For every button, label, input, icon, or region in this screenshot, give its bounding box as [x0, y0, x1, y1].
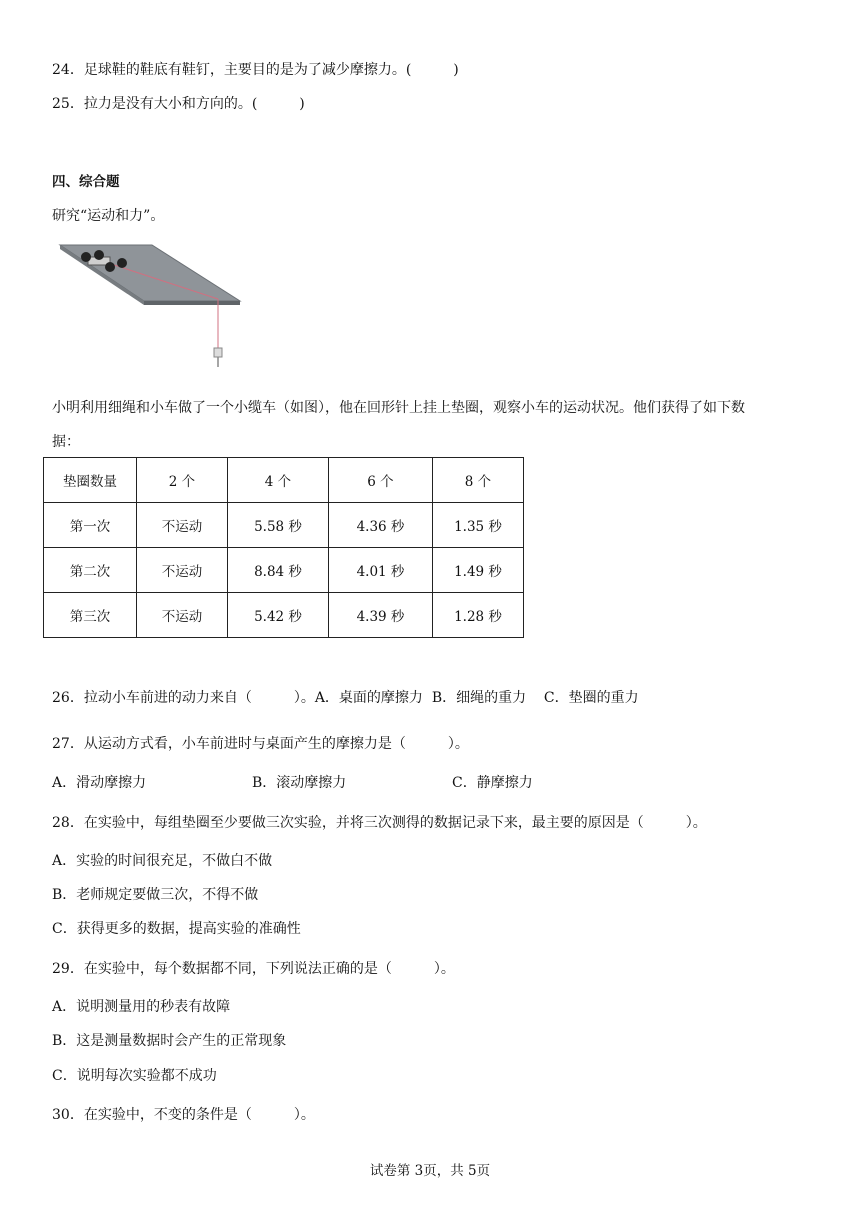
table-header-row: [44, 458, 524, 503]
section-intro: 研究“运动和力”。: [52, 208, 165, 224]
question-28: 28．在实验中，每组垫圈至少要做三次实验，并将三次测得的数据记录下来，最主要的原因是（ ）。: [52, 815, 707, 831]
wheel: [81, 252, 91, 262]
table-cell: 不运动: [137, 593, 228, 638]
table-cell: 1.28 秒: [433, 593, 524, 638]
question-27: 27．从运动方式看，小车前进时与桌面产生的摩擦力是（ ）。: [52, 736, 469, 752]
wheel: [94, 250, 104, 260]
wheel: [117, 258, 127, 268]
table-header-cell: 2 个: [137, 458, 228, 503]
cable-car-figure: [52, 243, 252, 373]
table-header-cell: 4 个: [228, 458, 329, 503]
q28-option-a: A．实验的时间很充足，不做白不做: [52, 853, 273, 869]
question-26: 26．拉动小车前进的动力来自（ ）。A．桌面的摩擦力 B．细绳的重力 C．垫圈的重力: [52, 690, 639, 706]
table-cell: 4.36 秒: [329, 503, 433, 548]
board-edge: [144, 301, 240, 305]
table-header-cell: 垫圈数量: [44, 458, 137, 503]
question-30: 30．在实验中，不变的条件是（ ）。: [52, 1107, 315, 1123]
question-29: 29．在实验中，每个数据都不同，下列说法正确的是（ ）。: [52, 961, 455, 977]
table-cell: 5.58 秒: [228, 503, 329, 548]
question-24: 24．足球鞋的鞋底有鞋钉，主要目的是为了减少摩擦力。( ): [52, 62, 459, 78]
q29-option-c: C．说明每次实验都不成功: [52, 1068, 217, 1084]
table-row: [44, 593, 524, 638]
page-footer: 试卷第 3页，共 5页: [369, 1163, 491, 1179]
description-line-1: 小明利用细绳和小车做了一个小缆车（如图），他在回形针上挂上垫圈，观察小车的运动状况。他们获得了如下数: [52, 400, 745, 416]
table-header-cell: 8 个: [433, 458, 524, 503]
q27-option-a: A．滑动摩擦力: [52, 775, 147, 791]
table-cell: 8.84 秒: [228, 548, 329, 593]
table-row: [44, 548, 524, 593]
table-cell: 4.01 秒: [329, 548, 433, 593]
q28-option-b: B．老师规定要做三次，不得不做: [52, 887, 259, 903]
table-cell: 4.39 秒: [329, 593, 433, 638]
table-cell: 第三次: [44, 593, 137, 638]
q29-option-b: B．这是测量数据时会产生的正常现象: [52, 1033, 287, 1049]
wheel: [105, 262, 115, 272]
table-cell: 第一次: [44, 503, 137, 548]
table-cell: 不运动: [137, 548, 228, 593]
washers: [214, 348, 222, 357]
section-heading: 四、综合题: [52, 174, 120, 190]
table-cell: 1.35 秒: [433, 503, 524, 548]
table-cell: 不运动: [137, 503, 228, 548]
table-row: [44, 503, 524, 548]
description-line-2: 据：: [52, 434, 80, 450]
q27-option-c: C．静摩擦力: [452, 775, 533, 791]
data-table: [43, 457, 524, 638]
q29-option-a: A．说明测量用的秒表有故障: [52, 999, 231, 1015]
q27-option-b: B．滚动摩擦力: [252, 775, 347, 791]
question-25: 25．拉力是没有大小和方向的。( ): [52, 96, 305, 112]
table-cell: 第二次: [44, 548, 137, 593]
table-cell: 5.42 秒: [228, 593, 329, 638]
table-cell: 1.49 秒: [433, 548, 524, 593]
table-header-cell: 6 个: [329, 458, 433, 503]
q28-option-c: C．获得更多的数据，提高实验的准确性: [52, 921, 301, 937]
